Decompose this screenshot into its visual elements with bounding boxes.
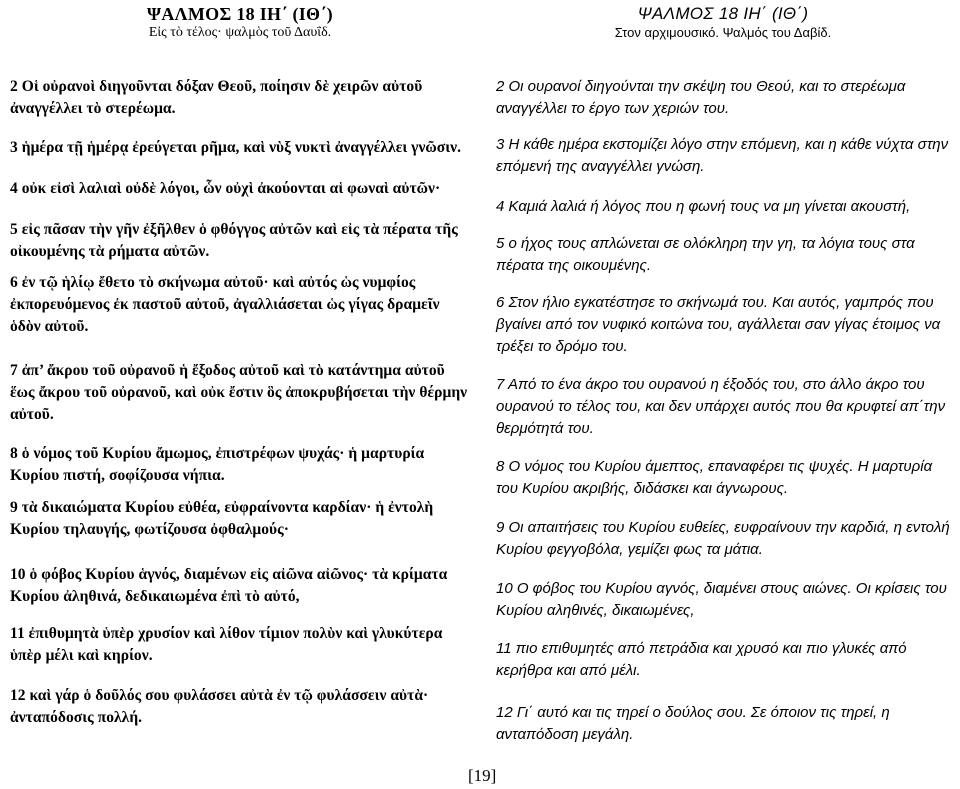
modern-greek-heading (486, 4, 960, 42)
verse-11: 11 ἐπιθυμητὰ ὑπὲρ χρυσίον καὶ λίθον τίμιον πολὺν καὶ γλυκύτερα ὑπὲρ μέλι καὶ κηρίον. (10, 625, 443, 664)
verse-3: 3 ἡμέρα τῇ ἡμέρᾳ ἐρεύγεται ρῆμα, καὶ νὺξ νυκτὶ ἀναγγέλλει γνῶσιν. (10, 139, 462, 156)
verse-6: 6 Στον ήλιο εγκατέστησε το σκήνωμά του. Και αυτός, γαμπρός που βγαίνει από τον νυφικό κοιτώνα του, αγάλλεται σαν γίγας έτοιμος να τρέξει το δρόμο του. (496, 294, 941, 355)
verse-11: 11 πιο επιθυμητές από πετράδια και χρυσό και πιο γλυκές από κερήθρα και από μέλι. (496, 640, 907, 679)
verse-4: 4 Καμιά λαλιά ή λόγος που η φωνή τους να μη γίνεται ακουστή, (496, 198, 911, 215)
verse-8: 8 Ο νόμος του Κυρίου άμεπτος, επαναφέρει τις ψυχές. Η μαρτυρία του Κυρίου ακριβής, διδάσκει και άγνωρους. (496, 458, 933, 497)
verse-5: 5 εἰς πᾶσαν τὴν γῆν ἐξῆλθεν ὁ φθόγγος αὐτῶν καὶ εἰς τὰ πέρατα τῆς οἰκουμένης τὰ ρήματα αὐτῶν. (10, 221, 458, 260)
verse-9: 9 τὰ δικαιώματα Κυρίου εὐθέα, εὐφραίνοντα καρδίαν· ἡ ἐντολὴ Κυρίου τηλαυγής, φωτίζουσα ὀφθαλμούς· (10, 499, 434, 538)
verse-2: 2 Οι ουρανοί διηγούνται την σκέψη του Θεού, και το στερέωμα αναγγέλλει το έργο των χεριών του. (496, 78, 906, 117)
verse-10: 10 ὁ φόβος Κυρίου ἁγνός, διαμένων εἰς αἰῶνα αἰῶνος· τὰ κρίματα Κυρίου ἀληθινά, δεδικαιωμένα ἐπὶ τὸ αὐτό, (10, 566, 448, 605)
verse-10: 10 Ο φόβος του Κυρίου αγνός, διαμένει στους αιώνες. Οι κρίσεις του Κυρίου αληθινές, δικαιωμένες, (496, 580, 947, 619)
verse-7: 7 ἀπ’ ἄκρου τοῦ οὐρανοῦ ἡ ἔξοδος αὐτοῦ καὶ τὸ κατάντημα αὐτοῦ ἕως ἄκρου τοῦ οὐρανοῦ, καὶ οὐκ ἔστιν ὃς ἀποκρυβήσεται τὴν θέρμην αὐτοῦ. (10, 362, 468, 423)
verse-12: 12 καὶ γάρ ὁ δοῦλός σου φυλάσσει αὐτὰ ἐν τῷ φυλάσσειν αὐτὰ· ἀνταπόδοσις πολλή. (10, 687, 429, 726)
verse-4: 4 οὐκ εἰσὶ λαλιαὶ οὐδὲ λόγοι, ὧν οὐχὶ ἀκούονται αἱ φωναὶ αὐτῶν· (10, 180, 441, 197)
verse-3: 3 Η κάθε ημέρα εκστομίζει λόγο στην επόμενη, και η κάθε νύχτα στην επόμενή της αναγγέλλει γνώση. (496, 136, 949, 175)
psalm-title: ΨΑΛΜΟΣ 18 ΙΗ΄ (ΙΘ΄) (637, 4, 809, 23)
psalm-title: ΨΑΛΜΟΣ 18 ΙΗ΄ (ΙΘ΄) (147, 4, 333, 24)
verse-8: 8 ὁ νόμος τοῦ Κυρίου ἄμωμος, ἐπιστρέφων ψυχάς· ἡ μαρτυρία Κυρίου πιστή, σοφίζουσα νήπια. (10, 445, 425, 484)
verse-7: 7 Από το ένα άκρο του ουρανού η έξοδός του, στο άλλο άκρο του ουρανού το τέλος του, και δεν υπάρχει αυτός που θα κρυφτεί απ΄την θερμότητά του. (496, 376, 946, 437)
verse-5: 5 ο ήχος τους απλώνεται σε ολόκληρη την γη, τα λόγια τους στα πέρατα της οικουμένης. (496, 235, 915, 274)
ancient-greek-heading (0, 4, 480, 42)
verse-12: 12 Γι΄ αυτό και τις τηρεί ο δούλος σου. Σε όποιον τις τηρεί, η ανταπόδοση μεγάλη. (496, 704, 890, 743)
psalm-subtitle: Στον αρχιμουσικό. Ψαλμός του Δαβίδ. (614, 25, 832, 40)
psalm-subtitle: Εἰς τὸ τέλος· ψαλμὸς τοῦ Δαυΐδ. (148, 25, 332, 40)
verse-2: 2 Οἱ οὐρανοὶ διηγοῦνται δόξαν Θεοῦ, ποίησιν δὲ χειρῶν αὐτοῦ ἀναγγέλλει τὸ στερέωμα. (10, 78, 423, 117)
page-number: [19] (468, 766, 497, 785)
verse-6: 6 ἐν τῷ ἡλίῳ ἔθετο τὸ σκήνωμα αὐτοῦ· καὶ αὐτός ὡς νυμφίος ἐκπορευόμενος ἐκ παστοῦ αὐτοῦ, ἀγαλλιάσεται ὡς γίγας δραμεῖν ὁδὸν αὐτοῦ. (10, 274, 440, 335)
verse-9: 9 Οι απαιτήσεις του Κυρίου ευθείες, ευφραίνουν την καρδιά, η εντολή Κυρίου φεγγοβόλα, γεμίζει φως τα μάτια. (496, 519, 950, 558)
